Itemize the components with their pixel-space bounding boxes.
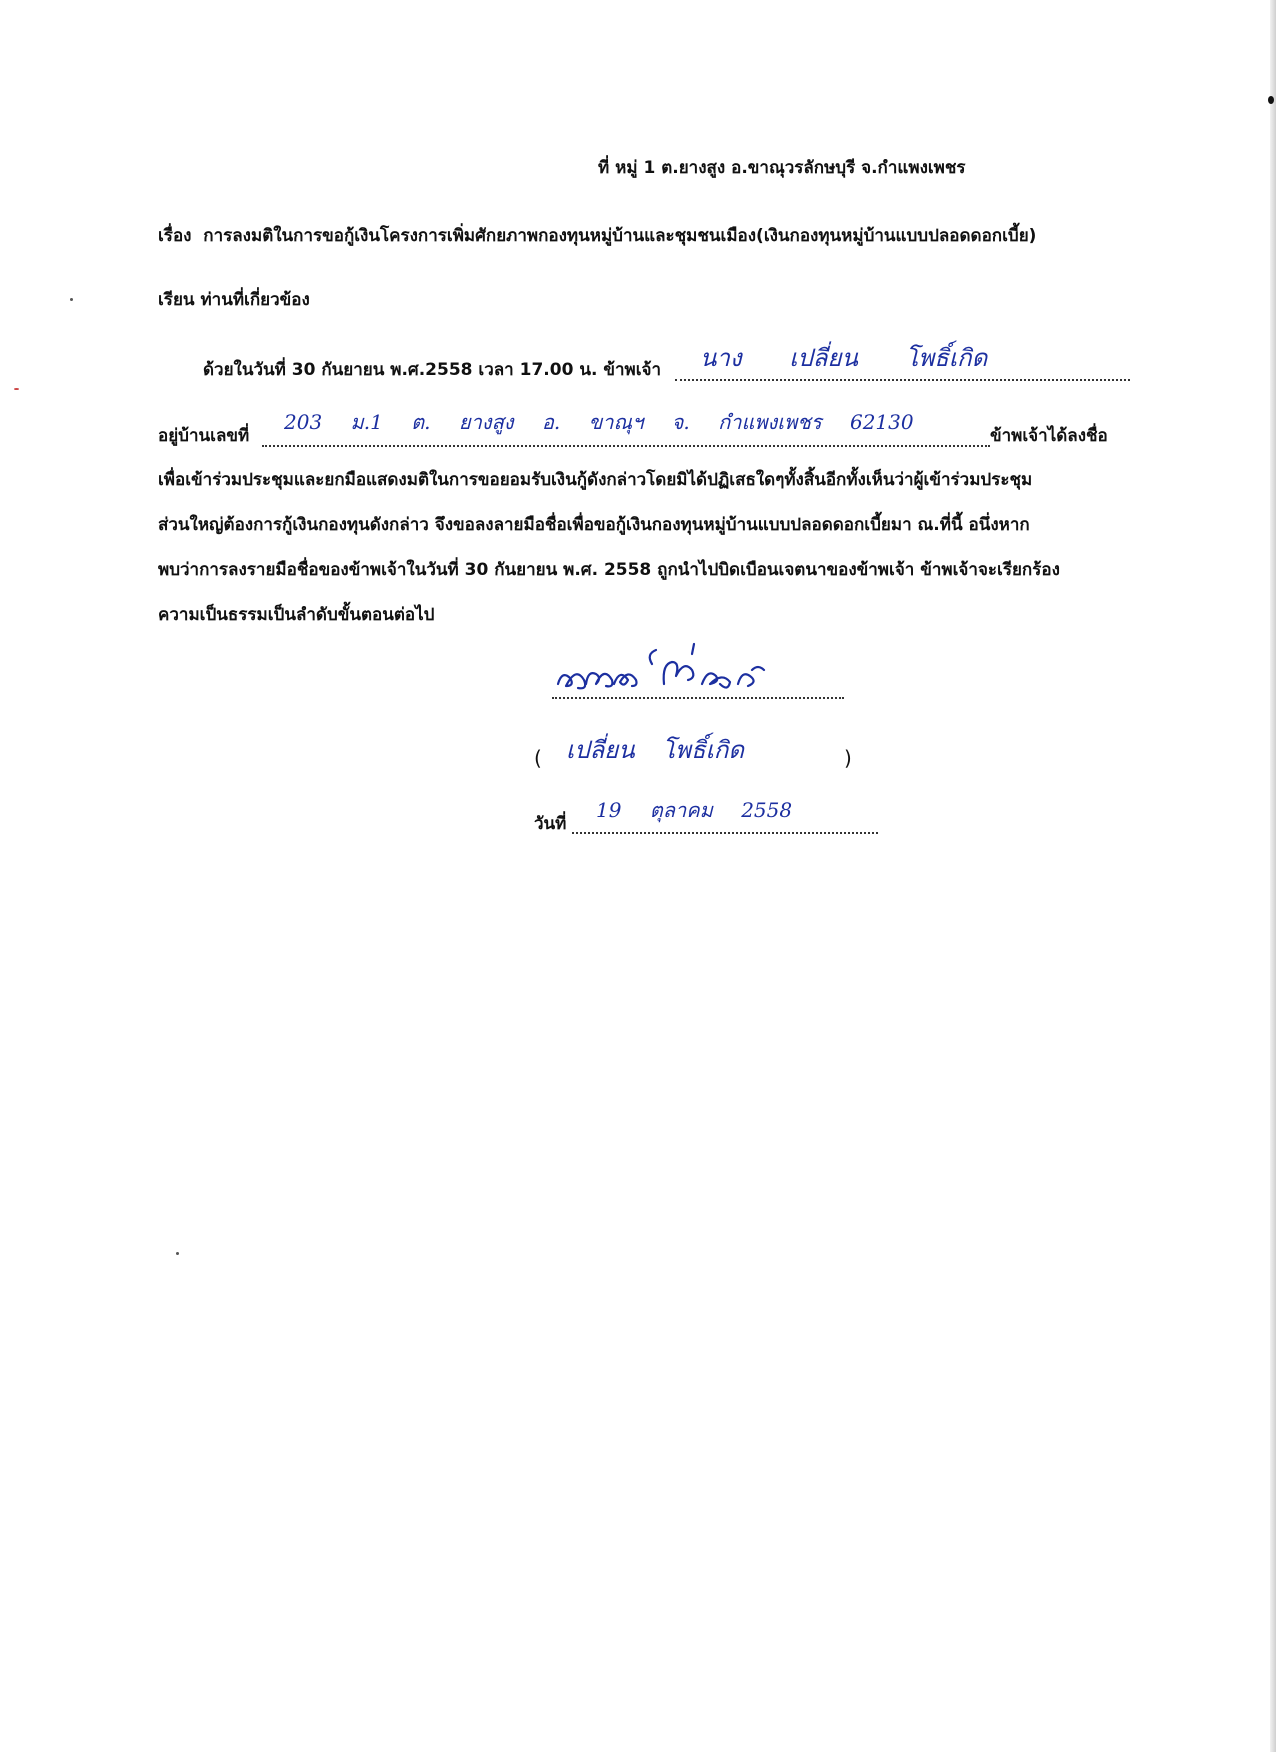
body-line: พบว่าการลงรายมือชื่อของข้าพเจ้าในวันที่ 30 กันยายน พ.ศ. 2558 ถูกนำไปบิดเบือนเจตนาของข้าพเจ้า ข้าพเจ้าจะเรียกร้อง [158,560,1060,580]
address-label: อยู่บ้านเลขที่ [158,426,250,446]
date-dotted-line [572,832,878,834]
scan-edge [1270,0,1276,1752]
handwritten-name: นาง เปลี่ยน โพธิ์เกิด [700,344,988,372]
body-paragraph [158,458,1128,638]
paren-close: ) [844,746,852,770]
handwritten-address: 203 ม.1 ต. ยางสูง อ. ขาณุฯ จ. กำแพงเพชร 62130 [284,410,914,434]
sender-address: ที่ หมู่ 1 ต.ยางสูง อ.ขาณุวรลักษบุรี จ.กำแพงเพชร [598,158,966,178]
subject-line [158,228,1036,245]
body-line: เพื่อเข้าร่วมประชุมและยกมือแสดงมติในการขอยอมรับเงินกู้ดังกล่าวโดยมิได้ปฏิเสธใดๆทั้งสิ้นอีกทั้งเห็นว่าผู้เข้าร่วมประชุม [158,470,1033,490]
handwritten-date: 19 ตุลาคม 2558 [596,798,793,822]
paren-open: ( [534,746,542,770]
scan-speck [1268,96,1274,104]
address-dotted-line [262,445,990,447]
intro-line: ด้วยในวันที่ 30 กันยายน พ.ศ.2558 เวลา 17.00 น. ข้าพเจ้า [203,360,662,380]
salutation-line [158,292,310,309]
subject-label: เรื่อง [158,226,192,246]
scan-speck [176,1252,179,1255]
salutation-label: เรียน [158,290,195,310]
salutation-text: ท่านที่เกี่ยวข้อง [200,290,310,310]
handwritten-printed-name: เปลี่ยน โพธิ์เกิด [566,736,744,764]
date-label: วันที่ [534,814,567,834]
scan-speck [70,298,73,301]
body-line: ความเป็นธรรมเป็นลำดับขั้นตอนต่อไป [158,605,435,625]
address-tail: ข้าพเจ้าได้ลงชื่อ [990,426,1108,446]
signature-mark [552,640,842,700]
scan-speck [14,388,19,390]
subject-text: การลงมติในการขอกู้เงินโครงการเพิ่มศักยภาพกองทุนหมู่บ้านและชุมชนเมือง(เงินกองทุนหมู่บ้านแบบปลอดดอกเบี้ย) [203,226,1037,246]
name-dotted-line [675,379,1130,381]
signature-dotted-line [552,697,844,699]
body-line: ส่วนใหญ่ต้องการกู้เงินกองทุนดังกล่าว จึงขอลงลายมือชื่อเพื่อขอกู้เงินกองทุนหมู่บ้านแบบปลอดดอกเบี้ยมา ณ.ที่นี้ อนึ่งหาก [158,515,1030,535]
